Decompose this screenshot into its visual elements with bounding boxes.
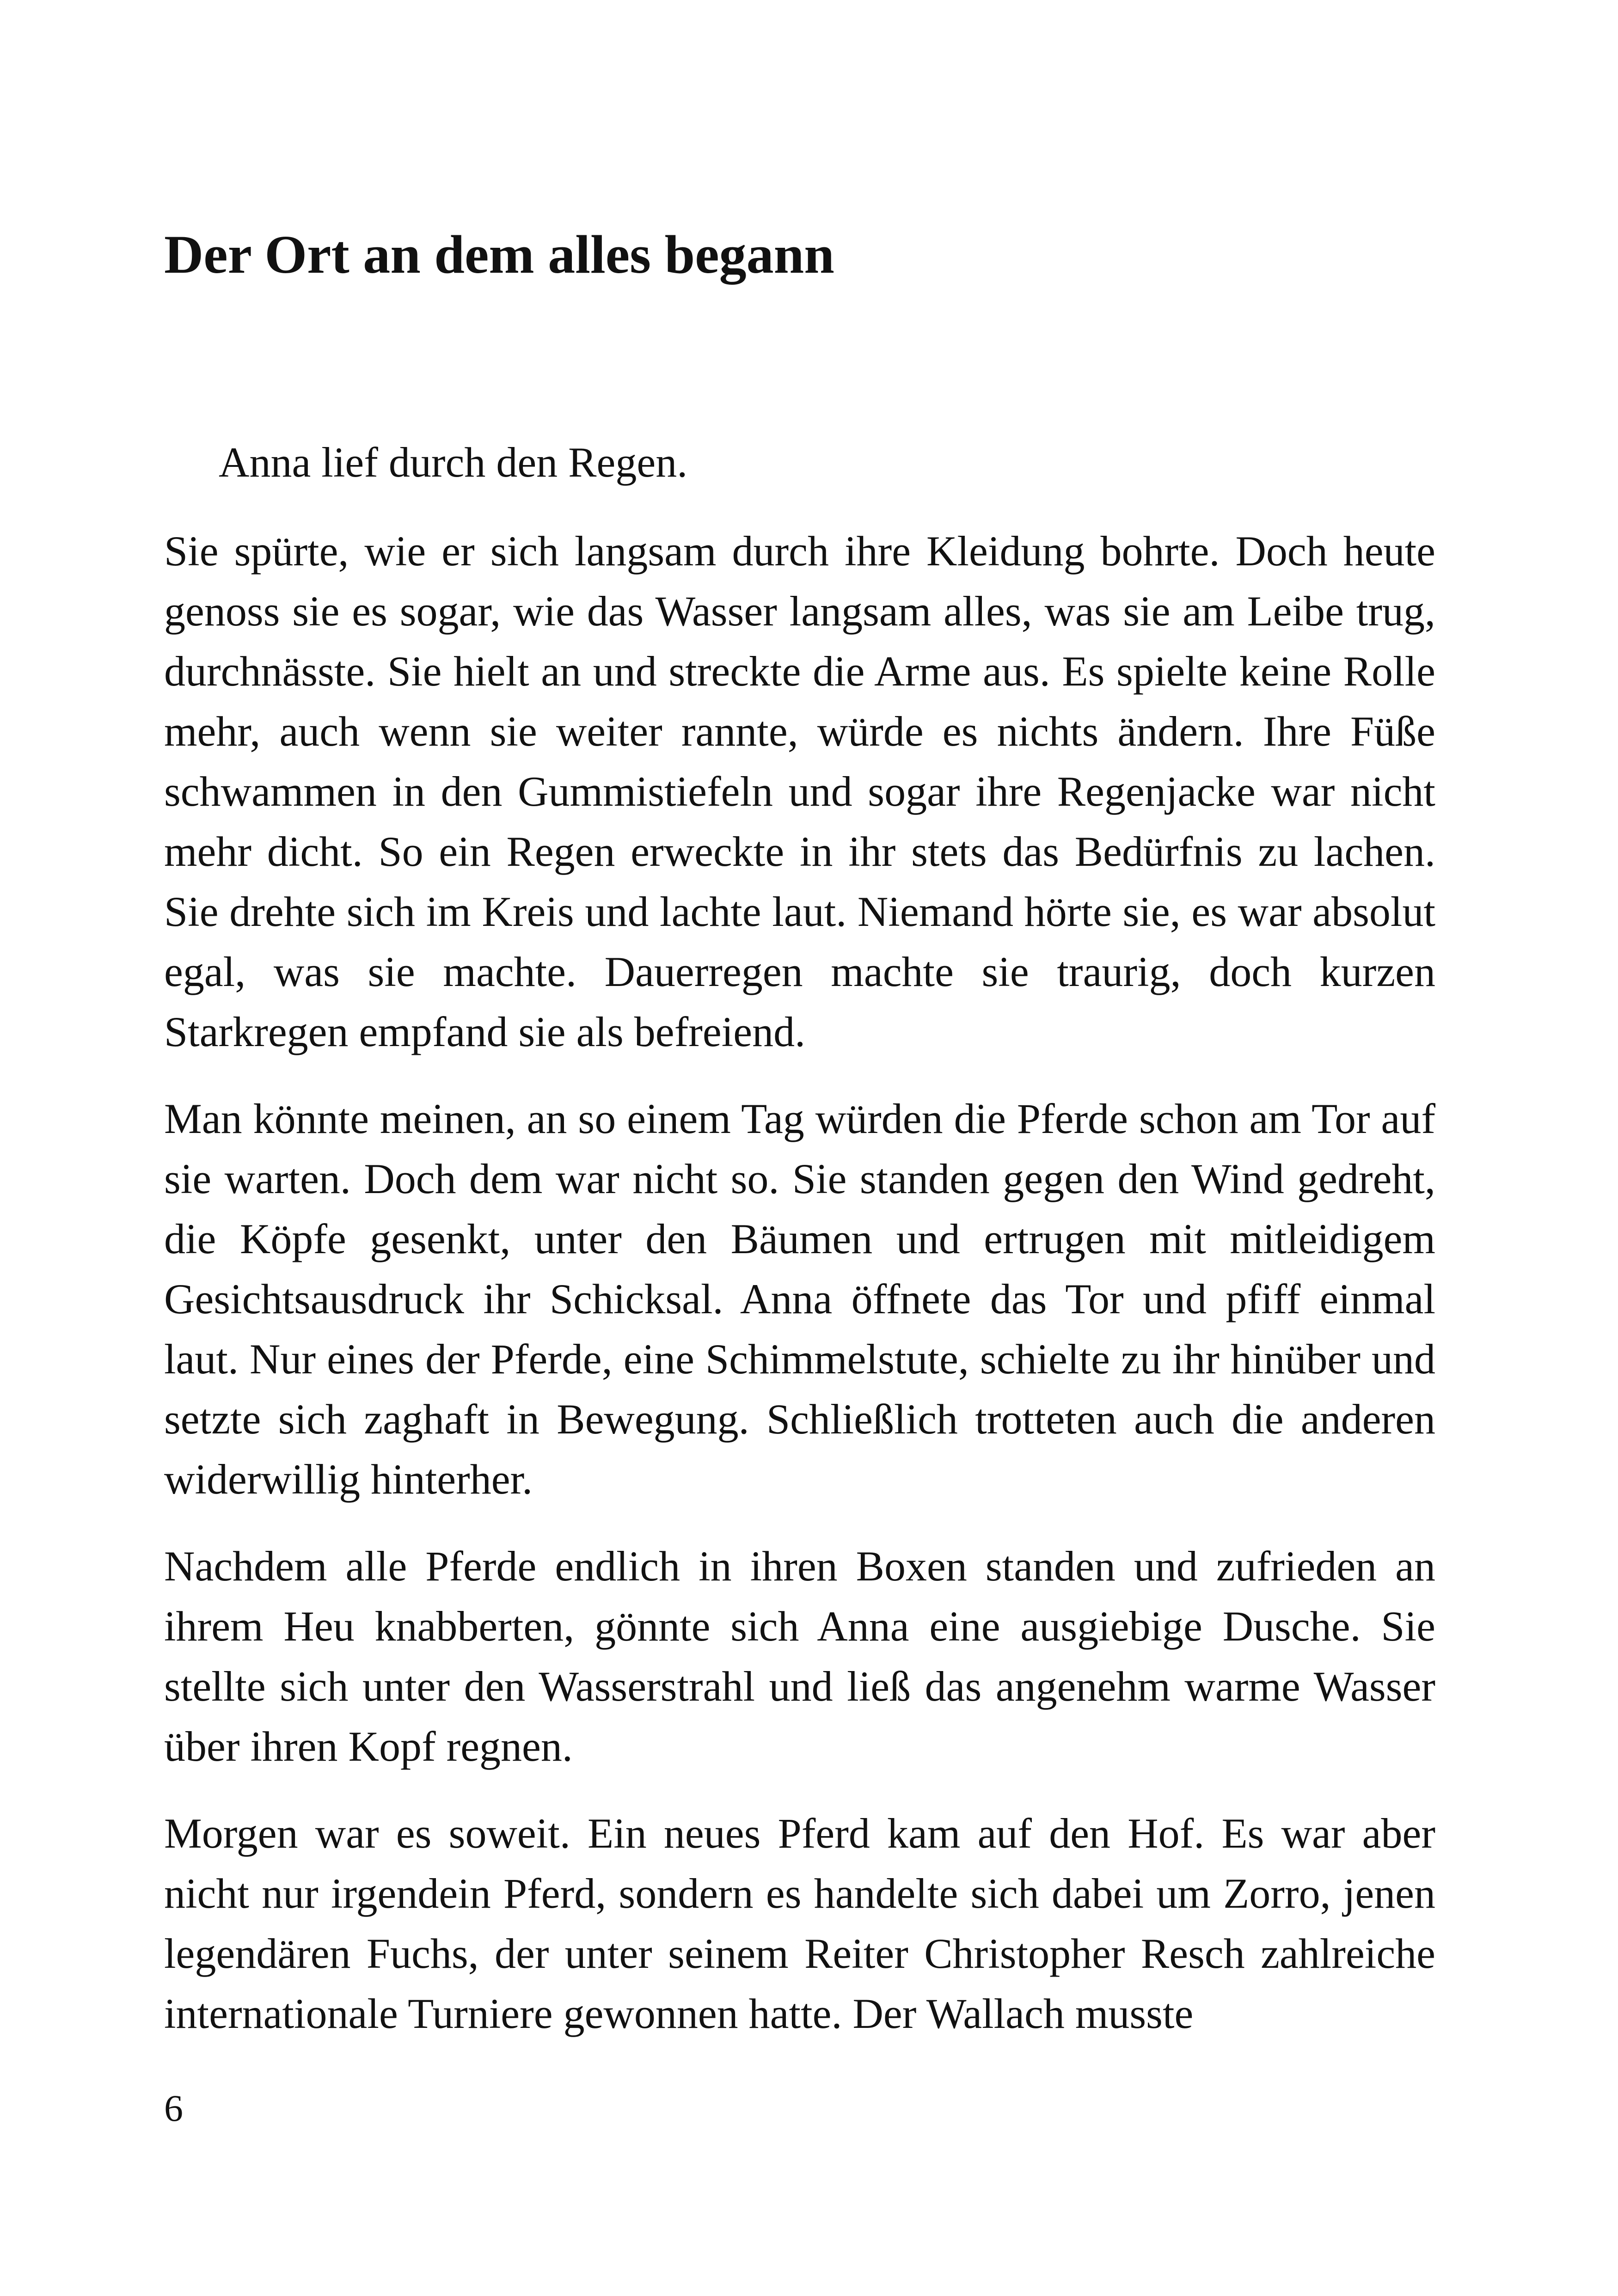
paragraph: Nachdem alle Pferde endlich in ihren Boxen standen und zufrieden an ihrem Heu knabberten, gönnte sich Anna eine ausgiebige Dusche. Sie stellte sich unter den Wasserstrahl und ließ das angenehm warme Wasser über ihren Kopf regnen. — [164, 1543, 1435, 1770]
paragraph: Sie spürte, wie er sich langsam durch ihre Kleidung bohrte. Doch heute genoss sie es sogar, wie das Wasser langsam alles, was sie am Leibe trug, durchnässte. Sie hielt an und streckte die Arme aus. Es spielte keine Rolle mehr, auch wenn sie weiter rannte, würde es nichts ändern. Ihre Füße schwammen in den Gummistiefeln und sogar ihre Regenjacke war nicht mehr dicht. So ein Regen erweckte in ihr stets das Bedürfnis zu lachen. Sie drehte sich im Kreis und lachte laut. Niemand hörte sie, es war absolut egal, was sie machte. Dauerregen machte sie traurig, doch kurzen Starkregen empfand sie als befreiend. — [164, 527, 1435, 1055]
chapter-title: Der Ort an dem alles begann — [164, 224, 834, 285]
paragraph: Morgen war es soweit. Ein neues Pferd kam auf den Hof. Es war aber nicht nur irgendein Pferd, sondern es handelte sich dabei um Zorro, jenen legendären Fuchs, der unter seinem Reiter Christopher Resch zahlreiche internationale Turniere gewonnen hatte. Der Wallach musste — [164, 1810, 1435, 2037]
page-number: 6 — [164, 2087, 183, 2129]
body-text — [164, 432, 1435, 2070]
paragraph-opening: Anna lief durch den Regen. — [219, 439, 688, 486]
paragraph: Man könnte meinen, an so einem Tag würden die Pferde schon am Tor auf sie warten. Doch dem war nicht so. Sie standen gegen den Wind gedreht, die Köpfe gesenkt, unter den Bäumen und ertrugen mit mitleidigem Gesichtsausdruck ihr Schicksal. Anna öffnete das Tor und pfiff einmal laut. Nur eines der Pferde, eine Schimmelstute, schielte zu ihr hinüber und setzte sich zaghaft in Bewegung. Schließlich trotteten auch die anderen widerwillig hinterher. — [164, 1095, 1435, 1503]
